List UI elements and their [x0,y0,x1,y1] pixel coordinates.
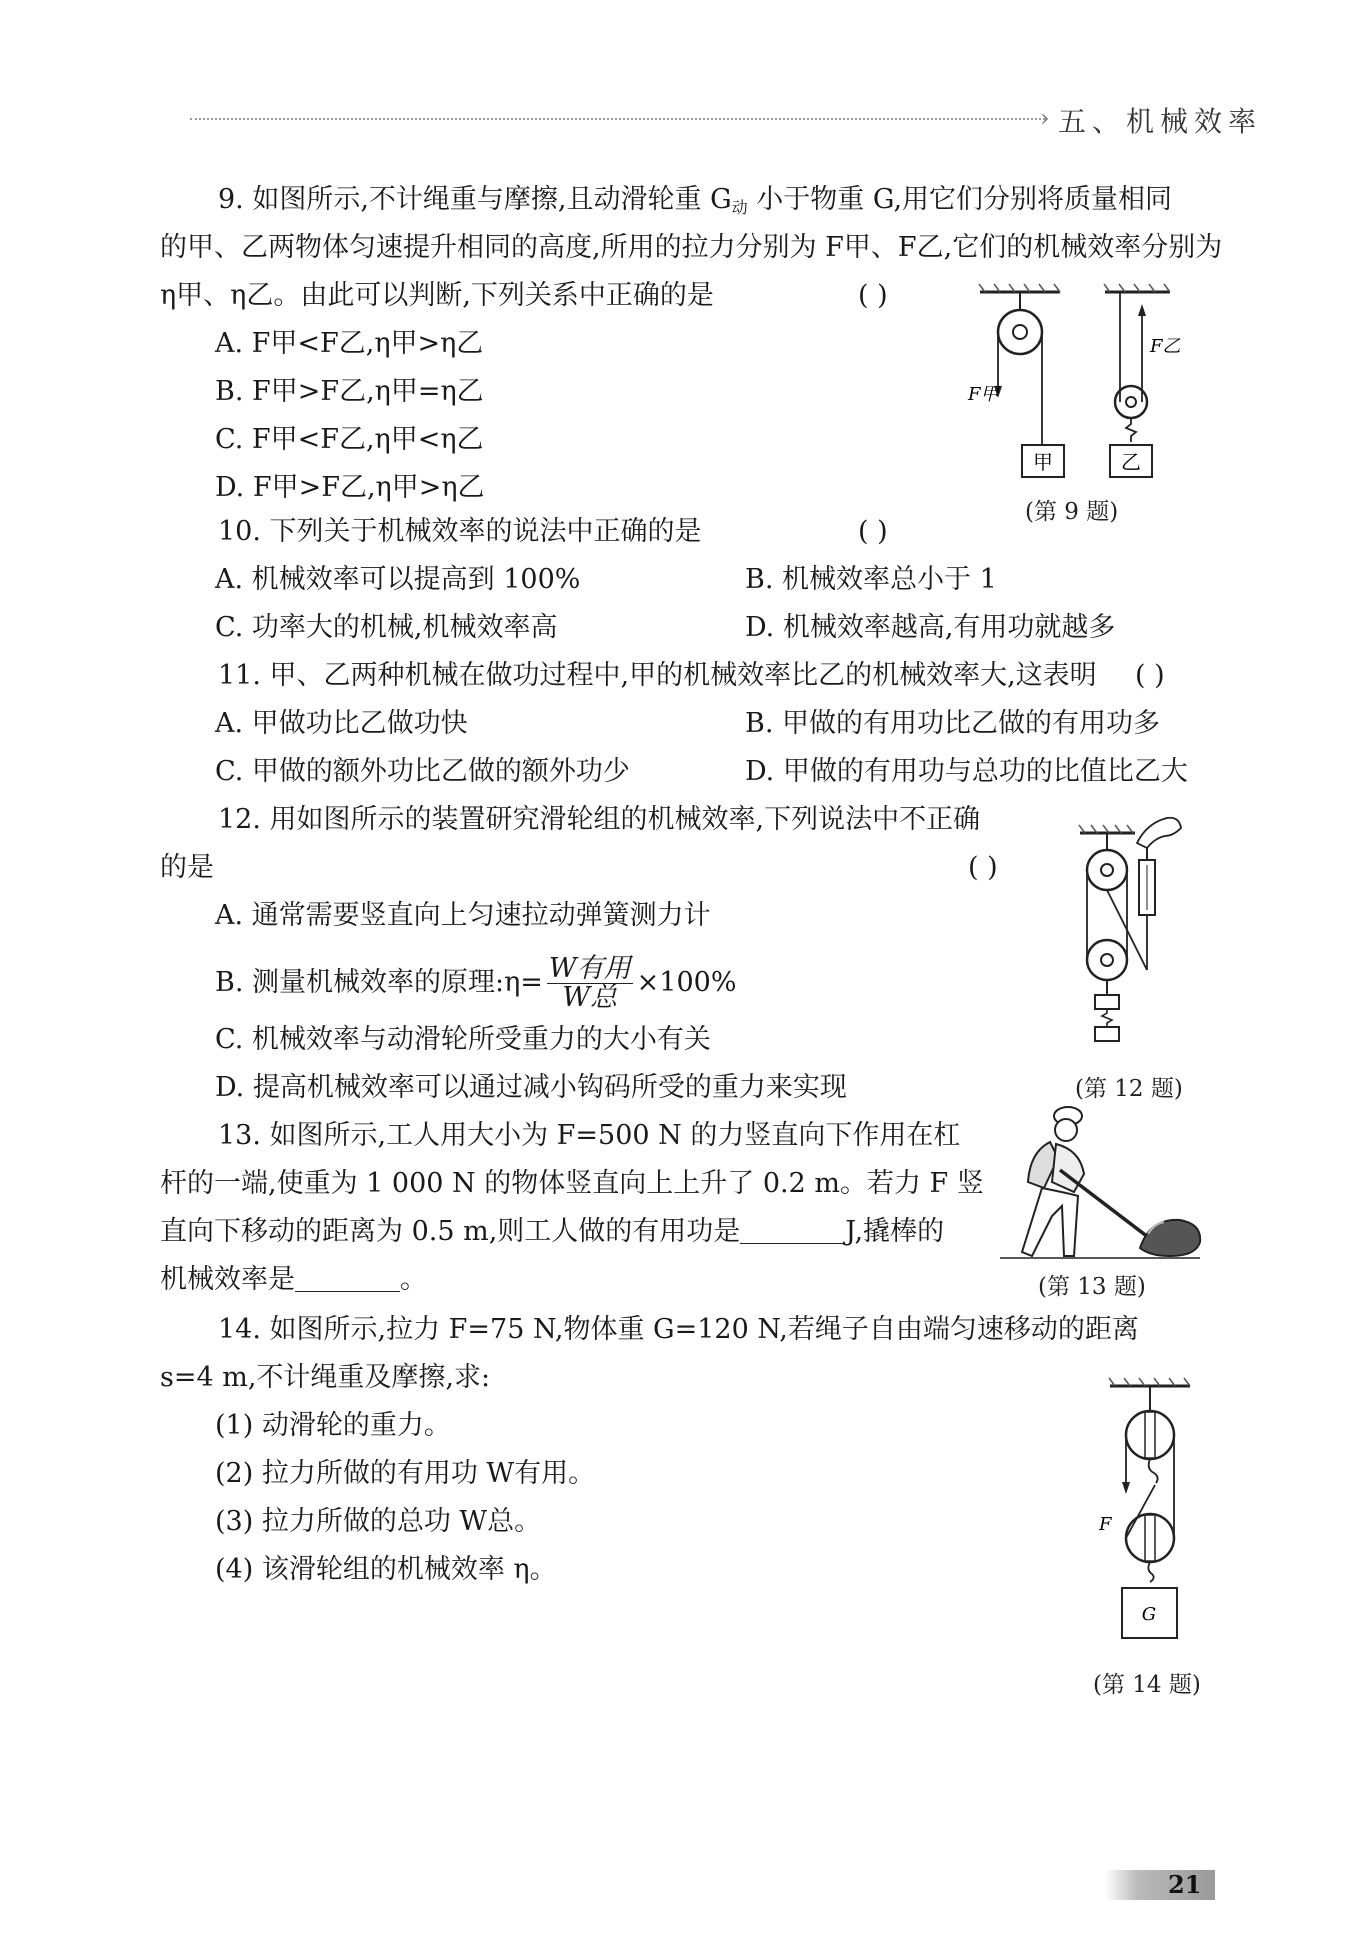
header-arrow-icon: › [1040,104,1050,132]
page-number: 21 [1168,1870,1202,1899]
q11-option-a: A. 甲做功比乙做功快 [215,708,468,739]
q13-stem-line4: 机械效率是 。 [160,1264,427,1295]
q14-label-f: F [1099,1514,1112,1535]
q12-option-a: A. 通常需要竖直向上匀速拉动弹簧测力计 [215,900,711,931]
q11-option-c: C. 甲做的额外功比乙做的额外功少 [215,756,630,787]
q13-stem-line1: 13. 如图所示,工人用大小为 F=500 N 的力竖直向下作用在杠 [218,1120,961,1151]
q10-option-b: B. 机械效率总小于 1 [745,564,997,595]
section-title: 五、机械效率 [1058,105,1263,138]
q9-option-a: A. F甲<F乙,η甲>η乙 [215,328,484,359]
q9-label-f-yi: F乙 [1150,336,1181,357]
q9-option-b: B. F甲>F乙,η甲=η乙 [215,376,484,407]
q14-box-g: G [1141,1604,1157,1625]
q9-pulley-figure [960,280,1190,490]
q12-pulley-figure [1075,805,1205,1060]
q12-option-b: B. 测量机械效率的原理:η= $\frac{\text{W有用}}{\text{W总}}$ ×100% [215,953,737,1013]
q10-stem: 10. 下列关于机械效率的说法中正确的是 [218,516,702,547]
q11-answer-paren: ( ) [1135,660,1165,691]
q13-blank-efficiency[interactable] [295,1265,400,1292]
q9-option-d: D. F甲>F乙,η甲>η乙 [215,472,485,503]
q10-option-d: D. 机械效率越高,有用功就越多 [745,612,1116,643]
q9-answer-paren: ( ) [858,280,888,311]
q9-option-c: C. F甲<F乙,η甲<η乙 [215,424,484,455]
q13-caption: (第 13 题) [1038,1274,1146,1300]
header-rule [190,118,1045,120]
q12-option-c: C. 机械效率与动滑轮所受重力的大小有关 [215,1024,711,1055]
q9-label-f-jia: F甲 [968,384,999,405]
q10-option-a: A. 机械效率可以提高到 100% [215,564,581,595]
q9-stem-line1: 9. 如图所示,不计绳重与摩擦,且动滑轮重 $G_动$ 小于物重 G,用它们分别将质量相同 [218,184,1173,217]
q9-caption: (第 9 题) [1025,499,1119,525]
q14-item-4: (4) 该滑轮组的机械效率 η。 [215,1554,557,1585]
q12-caption: (第 12 题) [1075,1076,1183,1102]
q10-answer-paren: ( ) [858,516,888,547]
q11-option-d: D. 甲做的有用功与总功的比值比乙大 [745,756,1188,787]
q12-stem-line1: 12. 用如图所示的装置研究滑轮组的机械效率,下列说法中不正确 [218,804,981,835]
q14-stem-line2: s=4 m,不计绳重及摩擦,求: [160,1362,491,1393]
q11-stem: 11. 甲、乙两种机械在做功过程中,甲的机械效率比乙的机械效率大,这表明 [218,660,1097,691]
q10-option-c: C. 功率大的机械,机械效率高 [215,612,558,643]
q14-item-2: (2) 拉力所做的有用功 W有用。 [215,1458,596,1489]
q14-pulley-figure [1085,1370,1235,1660]
q13-blank-useful-work[interactable] [740,1217,845,1244]
q14-caption: (第 14 题) [1093,1672,1201,1698]
q9-box-jia: 甲 [1033,450,1053,474]
q9-box-yi: 乙 [1121,450,1141,474]
q12-option-d: D. 提高机械效率可以通过减小钩码所受的重力来实现 [215,1072,847,1103]
q11-option-b: B. 甲做的有用功比乙做的有用功多 [745,708,1161,739]
q13-worker-figure [1000,1100,1200,1265]
q14-item-1: (1) 动滑轮的重力。 [215,1410,451,1441]
q13-stem-line3: 直向下移动的距离为 0.5 m,则工人做的有用功是 J,撬棒的 [160,1216,945,1247]
q9-stem-line2: 的甲、乙两物体匀速提升相同的高度,所用的拉力分别为 F甲、F乙,它们的机械效率分别为 [160,232,1223,263]
q9-stem-line3: η甲、η乙。由此可以判断,下列关系中正确的是 [160,280,714,311]
q14-item-3: (3) 拉力所做的总功 W总。 [215,1506,542,1537]
q13-stem-line2: 杆的一端,使重为 1 000 N 的物体竖直向上上升了 0.2 m。若力 F 竖 [160,1168,984,1199]
q14-stem-line1: 14. 如图所示,拉力 F=75 N,物体重 G=120 N,若绳子自由端匀速移动的距离 [218,1314,1139,1345]
q12-stem-line2: 的是 [160,852,214,883]
q12-answer-paren: ( ) [968,852,998,883]
